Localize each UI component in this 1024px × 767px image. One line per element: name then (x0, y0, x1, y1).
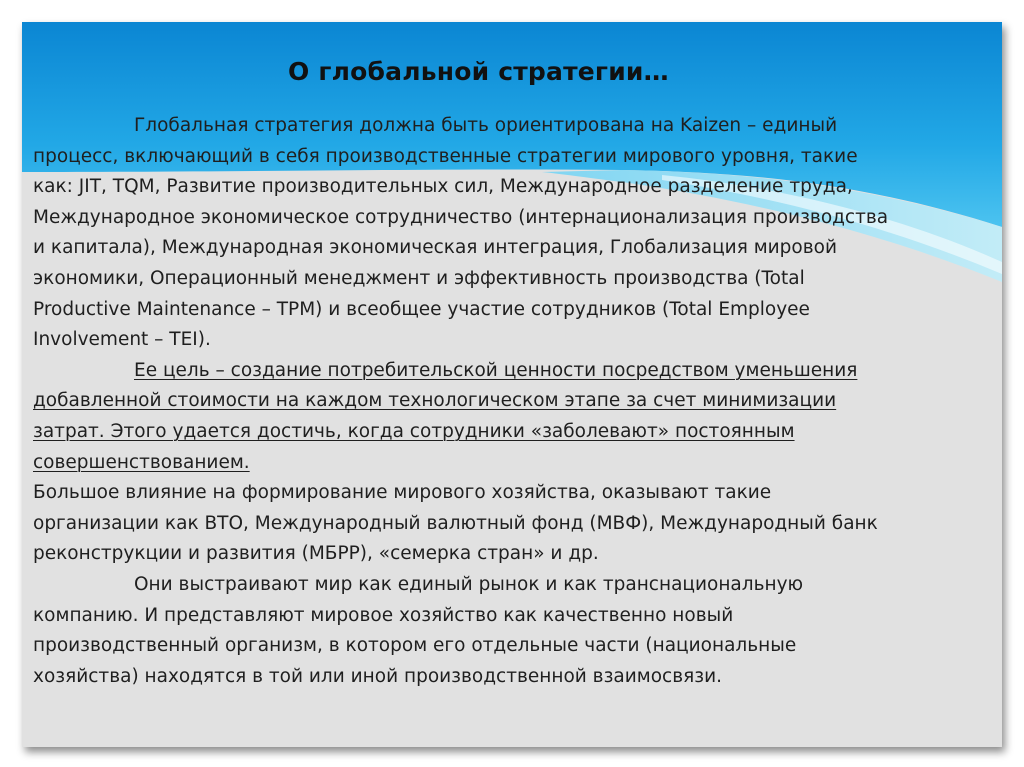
p4-line: компанию. И представляют мировое хозяйство как качественно новый (33, 604, 734, 626)
slide-body (33, 111, 983, 692)
p2-line (33, 448, 983, 479)
p2-line (33, 386, 983, 417)
p1-line: процесс, включающий в себя производственные стратегии мирового уровня, такие (33, 145, 858, 167)
slide-title: О глобальной стратегии… (288, 57, 669, 86)
p1-line: экономики, Операционный менеджмент и эффективность производства (Total (33, 267, 805, 289)
p2-underlined-text: добавленной стоимости на каждом технологическом этапе за счет минимизации (33, 390, 837, 412)
p1-line: как: JIT, TQM, Развитие производительных сил, Международное разделение труда, (33, 176, 853, 198)
p3-line: реконструкции и развития (МБРР), «семерка стран» и др. (33, 543, 599, 565)
p2-underlined-text: совершенствованием. (33, 451, 250, 473)
p3-line: Большое влияние на формирование мирового хозяйства, оказывают такие (33, 482, 772, 504)
p1-line: Productive Maintenance – TPM) и всеобщее участие сотрудников (Total Employee (33, 298, 810, 320)
p4-line: хозяйства) находятся в той или иной производственной взаимосвязи. (33, 665, 722, 687)
p1-line: Глобальная стратегия должна быть ориентирована на Kaizen – единый (134, 115, 838, 136)
p1-line: и капитала), Международная экономическая интеграция, Глобализация мировой (33, 237, 837, 259)
p1-line: Международное экономическое сотрудничество (интернационализация производства (33, 206, 889, 228)
p2-underlined-text: затрат. Этого удается достичь, когда сотрудники «заболевают» постоянным (33, 420, 795, 442)
p4-line: производственный организм, в котором его отдельные части (национальные (33, 635, 797, 657)
p3-line: организации как ВТО, Международный валютный фонд (МВФ), Международный банк (33, 512, 878, 534)
p2-line (33, 356, 983, 387)
p2-underlined-text: Ее цель – создание потребительской ценности посредством уменьшения (134, 359, 858, 381)
p1-line: Involvement – TEI). (33, 329, 211, 351)
p4-line: Они выстраивают мир как единый рынок и как транснациональную (134, 573, 804, 595)
p2-line (33, 417, 983, 448)
